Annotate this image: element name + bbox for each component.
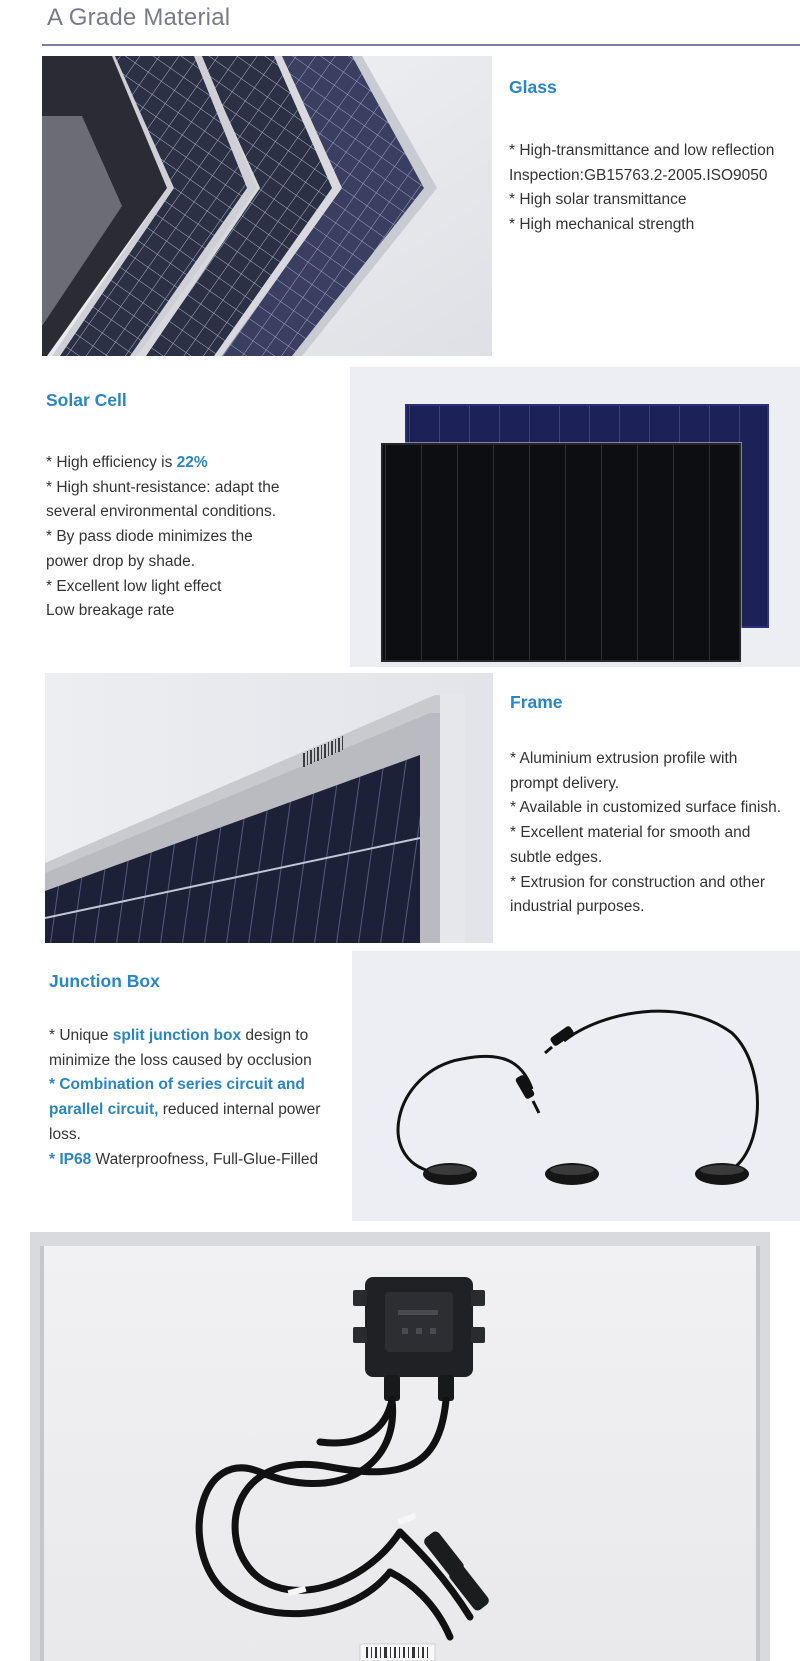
- solar-cell-line: power drop by shade.: [46, 552, 196, 570]
- frame-line: * Aluminium extrusion profile with: [510, 750, 738, 767]
- jb-text: design to: [241, 1027, 309, 1044]
- frame-heading: Frame: [510, 692, 563, 712]
- junction-box-heading: Junction Box: [49, 971, 160, 991]
- solar-cell-line: * By pass diode minimizes the: [46, 528, 253, 546]
- frame-line: subtle edges.: [510, 848, 603, 866]
- solar-cell-line: several environmental conditions.: [46, 503, 277, 521]
- junction-box-line: [49, 1148, 349, 1173]
- glass-line: * High-transmittance and low reflection: [509, 142, 775, 159]
- junction-box-line: [49, 1098, 349, 1123]
- solar-cell-line: * Excellent low light effect: [46, 577, 222, 595]
- panel-back-junction-box-photo: [30, 1232, 770, 1661]
- aluminium-frame-photo: [45, 673, 493, 943]
- title-divider: [42, 44, 800, 46]
- solar-cell-text: [46, 451, 346, 624]
- glass-line: * High mechanical strength: [509, 216, 695, 234]
- frame-text: [510, 747, 800, 920]
- junction-box-line: [49, 1024, 349, 1049]
- jb-highlight: parallel circuit,: [49, 1101, 159, 1119]
- jb-highlight: Combination of series circuit and: [59, 1076, 305, 1094]
- jb-highlight: split junction box: [112, 1027, 242, 1044]
- solar-cell-line: [46, 451, 346, 476]
- jb-text: reduced internal power: [158, 1101, 321, 1119]
- junction-box-line: minimize the loss caused by occlusion: [49, 1051, 312, 1069]
- page-title: A Grade Material: [47, 4, 231, 31]
- jb-text: Waterproofness, Full-Glue-Filled: [91, 1150, 319, 1168]
- solar-cell-heading: Solar Cell: [46, 390, 127, 410]
- solar-cell-panels-photo: [350, 367, 800, 667]
- jb-text: * Unique: [49, 1027, 113, 1044]
- efficiency-prefix: * High efficiency is: [46, 454, 177, 471]
- frame-line: * Extrusion for construction and other: [510, 873, 766, 891]
- efficiency-value: 22%: [176, 454, 208, 471]
- junction-box-line: [49, 1073, 349, 1098]
- glass-panels-photo: [42, 56, 492, 356]
- frame-line: prompt delivery.: [510, 774, 620, 792]
- solar-cell-line: * High shunt-resistance: adapt the: [46, 478, 280, 496]
- glass-line: Inspection:GB15763.2-2005.ISO9050: [509, 166, 768, 184]
- glass-heading: Glass: [509, 77, 557, 97]
- glass-line: * High solar transmittance: [509, 191, 687, 209]
- junction-box-cables-photo: [352, 951, 800, 1221]
- junction-box-text: [49, 1024, 349, 1172]
- jb-highlight: IP68: [59, 1150, 92, 1168]
- junction-box-line: loss.: [49, 1125, 81, 1143]
- frame-line: * Excellent material for smooth and: [510, 824, 751, 842]
- frame-line: * Available in customized surface finish.: [510, 799, 782, 817]
- glass-text: [509, 139, 799, 238]
- jb-text: *: [49, 1150, 60, 1168]
- frame-line: industrial purposes.: [510, 898, 645, 916]
- solar-cell-line: Low breakage rate: [46, 602, 175, 620]
- jb-text: *: [49, 1076, 60, 1094]
